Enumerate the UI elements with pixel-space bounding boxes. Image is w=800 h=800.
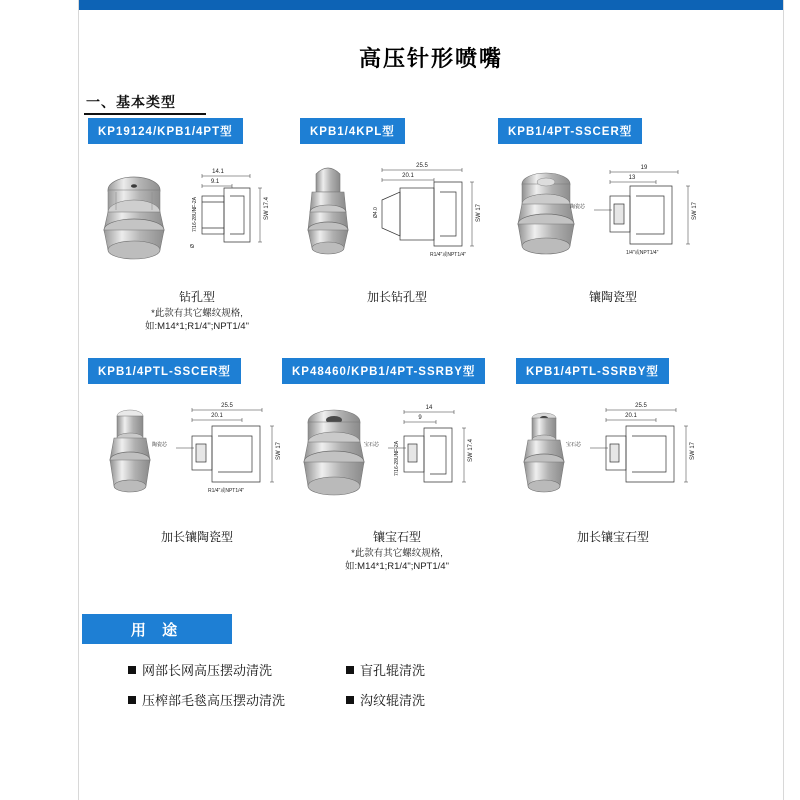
usage-heading-badge: 用 途 (82, 614, 232, 644)
dim-right-1: SW 17.4 (264, 196, 270, 220)
product-badge: KP19124/KPB1/4PT型 (88, 118, 243, 144)
product-illustration (498, 152, 728, 282)
dim-right-6: SW 17 (690, 441, 696, 460)
section-underline (84, 113, 206, 115)
dim-inner-1: 9.1 (210, 179, 220, 185)
usage-item-label: 网部长网高压摆动清洗 (142, 663, 273, 678)
product-badge: KPB1/4KPL型 (300, 118, 405, 144)
dim-small-2: Ø4.0 (373, 207, 379, 218)
dim-part-4: 陶瓷芯 (152, 442, 168, 448)
product-subcaption: *此款有其它螺纹规格, 如:M14*1;R1/4";NPT1/4" (345, 548, 449, 572)
dim-thread-1: 7/16-28UNF-2A (192, 196, 198, 232)
product-badge: KPB1/4PTL-SSCER型 (88, 358, 241, 384)
dim-thread-sub-1: Ø (190, 244, 196, 248)
bullet-square-icon (128, 666, 136, 674)
right-margin-rail (783, 0, 800, 800)
usage-item-label: 压榨部毛毯高压摆动清洗 (142, 693, 286, 708)
product-caption: 加长镶陶瓷型 (160, 530, 233, 544)
product-illustration (82, 152, 312, 282)
usage-item-label: 盲孔辊清洗 (360, 663, 426, 678)
product-grid (78, 118, 784, 598)
product-caption: 镶陶瓷型 (588, 290, 637, 304)
product-card (82, 358, 312, 598)
usage-item-label: 沟纹辊清洗 (360, 693, 426, 708)
list-item (128, 660, 272, 679)
product-row (78, 358, 784, 598)
list-item (346, 660, 425, 679)
product-caption: 钻孔型 (178, 290, 215, 304)
dim-thread-4: R1/4"或NPT1/4" (208, 488, 245, 494)
dim-part-6: 宝石芯 (566, 442, 582, 448)
dim-inner-2: 20.1 (402, 173, 414, 179)
product-caption: 加长镶宝石型 (576, 530, 649, 544)
product-badge: KPB1/4PT-SSCER型 (498, 118, 642, 144)
product-illustration (282, 152, 512, 282)
dim-right-5: SW 17.4 (468, 438, 474, 462)
dim-top-6: 25.5 (635, 403, 647, 409)
product-subcaption: *此款有其它螺纹规格, 如:M14*1;R1/4";NPT1/4" (145, 308, 249, 332)
dim-thread-5: 7/16-28UNF-2A (394, 440, 400, 476)
list-item (346, 690, 425, 709)
product-card (82, 118, 312, 358)
product-card (282, 358, 512, 598)
product-caption: 镶宝石型 (372, 530, 421, 544)
dim-part-3: 陶瓷芯 (570, 204, 586, 210)
product-card (498, 118, 728, 358)
product-illustration (498, 392, 728, 522)
document-content (78, 10, 784, 800)
dim-right-3: SW 17 (692, 201, 698, 220)
dim-top-4: 25.5 (221, 403, 233, 409)
top-blue-bar (0, 0, 800, 10)
page-title: 高压针形喷嘴 (358, 46, 503, 71)
dim-inner-5: 9 (418, 415, 422, 421)
dim-right-2: SW 17 (476, 203, 482, 222)
bullet-square-icon (346, 666, 354, 674)
dim-thread-2: R1/4"或NPT1/4" (430, 252, 467, 258)
dim-right-4: SW 17 (276, 441, 282, 460)
product-caption: 加长钻孔型 (366, 290, 427, 304)
dim-thread-3: 1/4"或NPT1/4" (626, 250, 659, 256)
list-item (128, 690, 285, 709)
dim-inner-4: 20.1 (211, 413, 223, 419)
product-badge: KPB1/4PTL-SSRBY型 (516, 358, 669, 384)
dim-inner-6: 20.1 (625, 413, 637, 419)
product-card (282, 118, 512, 358)
dim-top-2: 25.5 (416, 163, 428, 169)
product-illustration (282, 392, 512, 522)
dim-top-1: 14.1 (212, 169, 224, 175)
bullet-square-icon (128, 696, 136, 704)
dim-top-3: 19 (640, 165, 648, 171)
dim-part-5: 宝石芯 (364, 442, 380, 448)
dim-top-5: 14 (425, 405, 433, 411)
dim-inner-3: 13 (628, 175, 636, 181)
product-illustration (82, 392, 312, 522)
section-heading: 一、基本类型 (86, 94, 176, 110)
product-badge: KP48460/KPB1/4PT-SSRBY型 (282, 358, 485, 384)
product-row (78, 118, 784, 358)
product-card (498, 358, 728, 598)
bullet-square-icon (346, 696, 354, 704)
left-margin-rail (0, 0, 79, 800)
